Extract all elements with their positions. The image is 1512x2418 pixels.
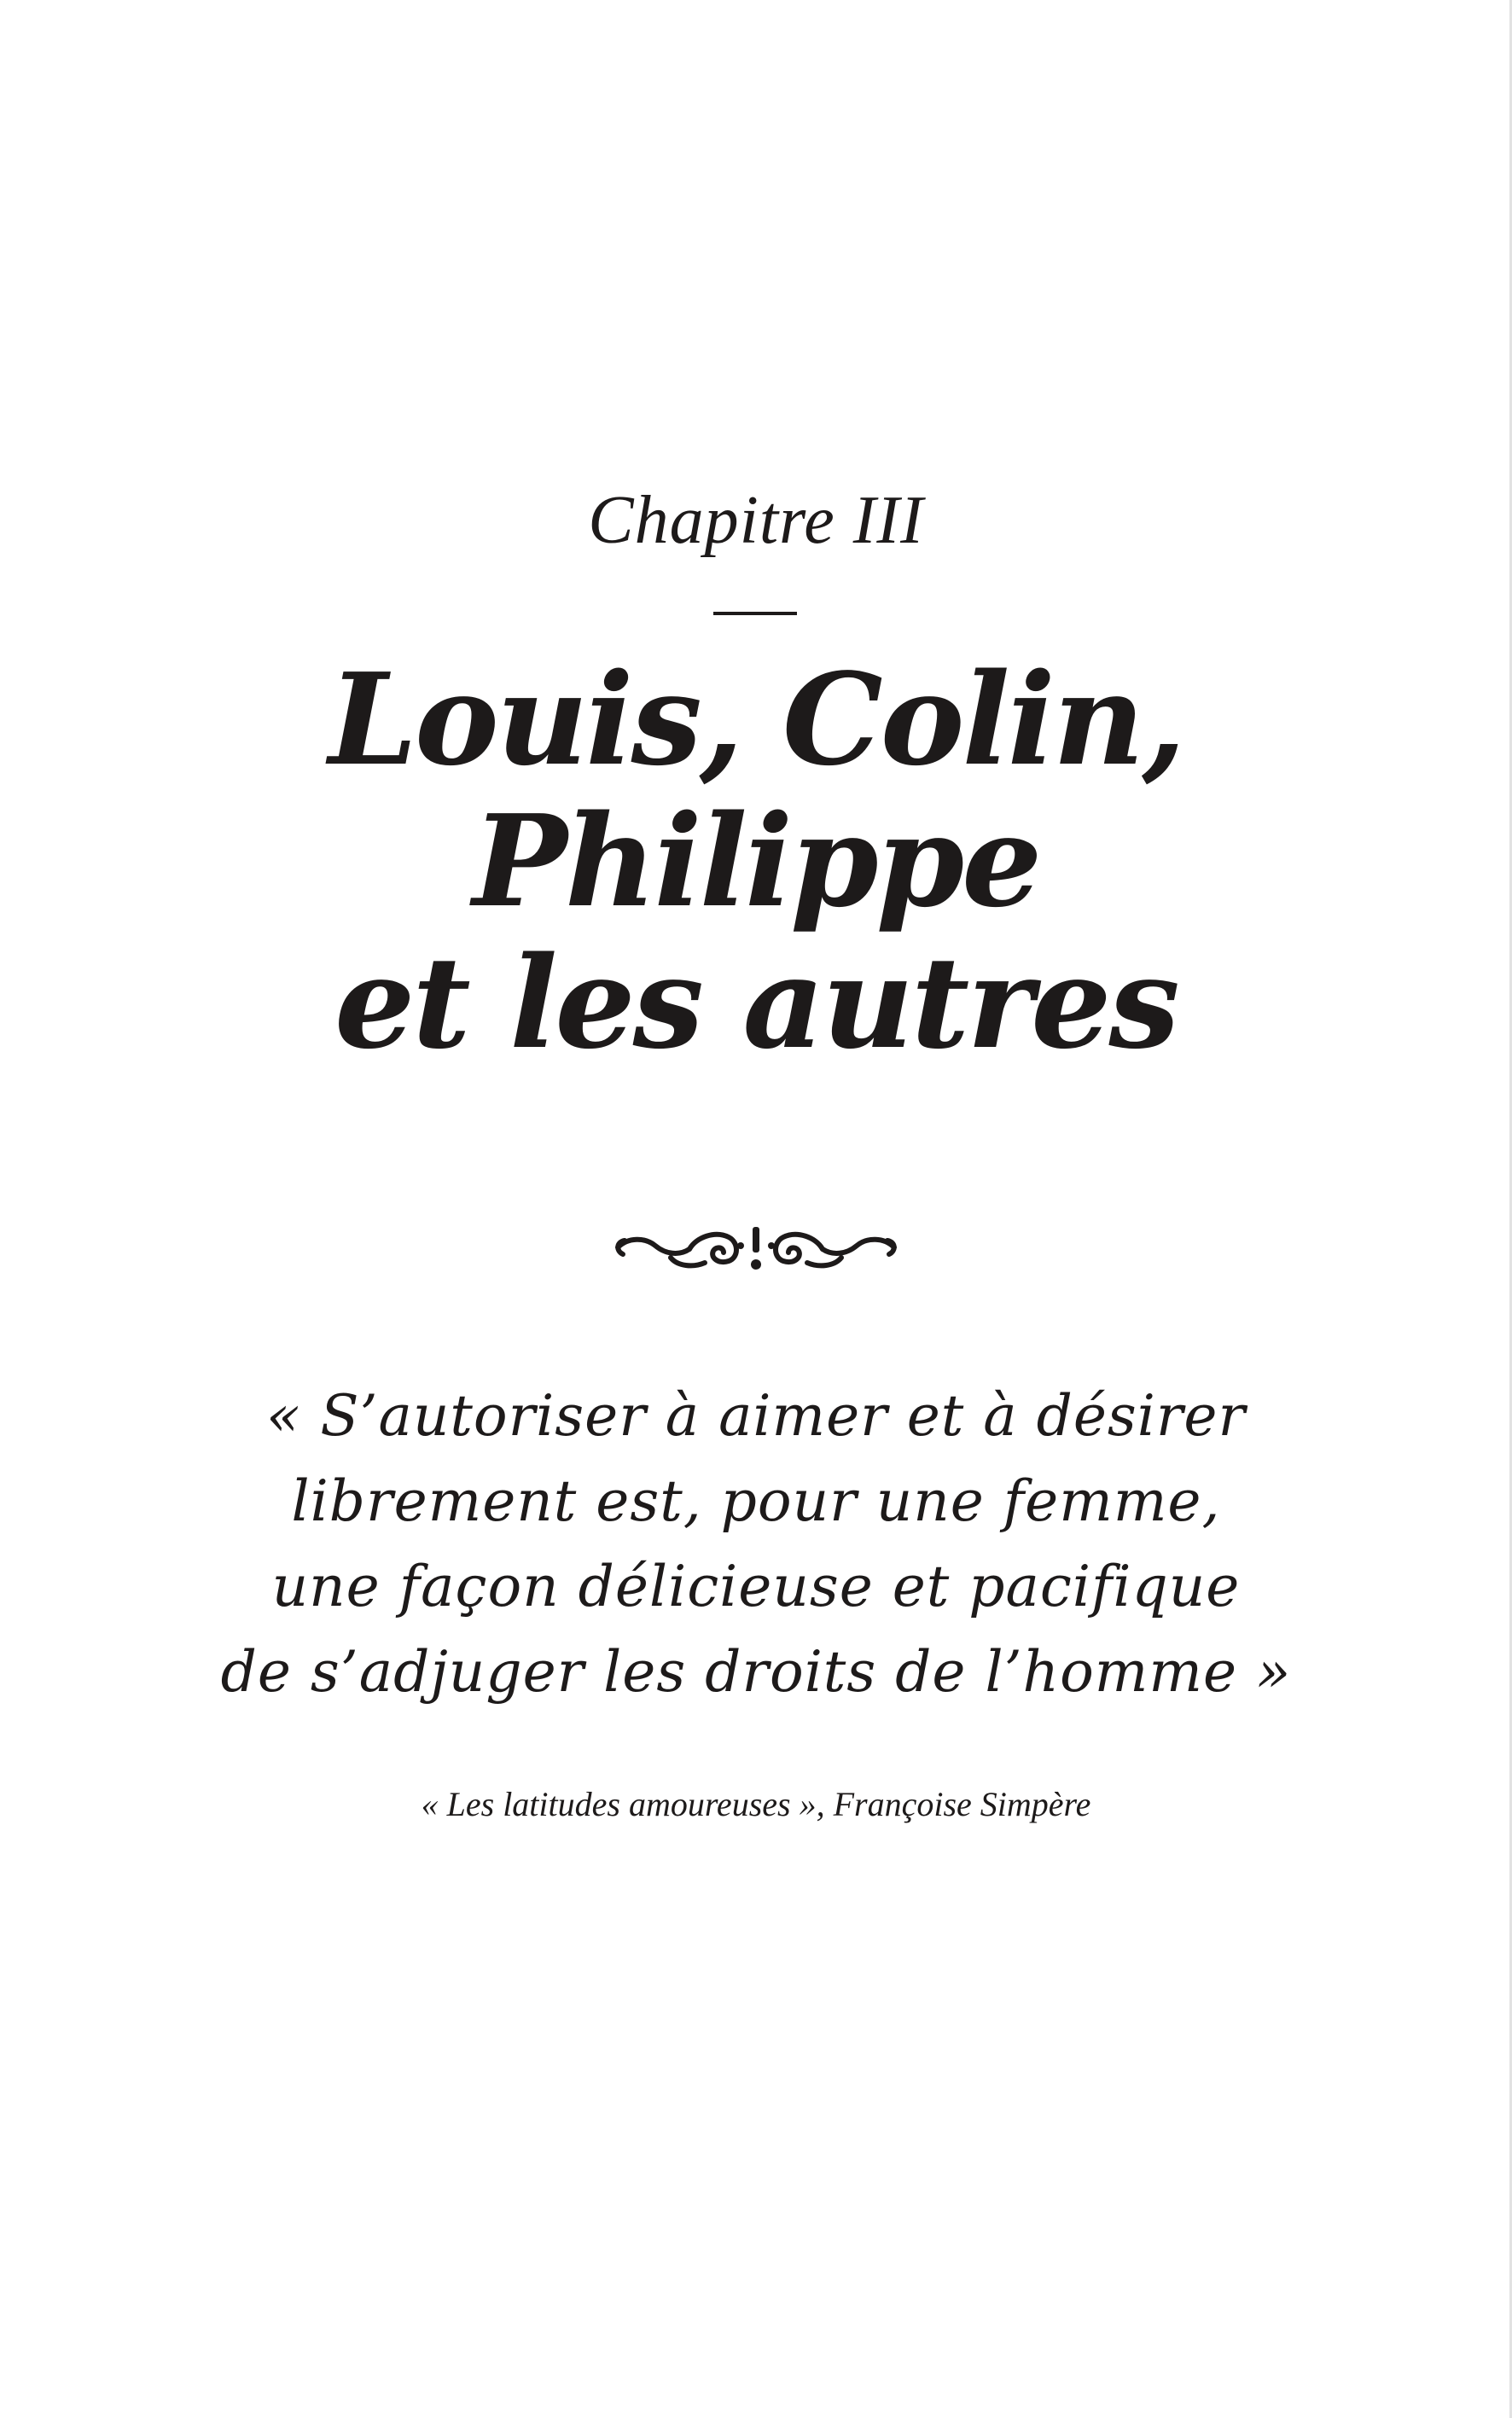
quote-line: de s’adjuger les droits de l’homme » xyxy=(220,1639,1292,1705)
epigraph-quote xyxy=(0,1374,1512,1715)
quote-line: « S’autoriser à aimer et à désirer xyxy=(265,1383,1247,1449)
quote-line: une façon délicieuse et pacifique xyxy=(271,1554,1241,1619)
chapter-title-line: Philippe xyxy=(472,787,1040,935)
chapter-label: Chapitre III xyxy=(588,483,924,558)
chapter-title xyxy=(0,645,1512,1077)
flourish-ornament-icon xyxy=(611,1212,901,1280)
chapter-title-line: et les autres xyxy=(334,928,1178,1077)
title-divider xyxy=(713,612,797,615)
epigraph-attribution: « Les latitudes amoureuses », Françoise Simpère xyxy=(421,1785,1091,1823)
quote-line: librement est, pour une femme, xyxy=(291,1468,1221,1534)
chapter-title-line: Louis, Colin, xyxy=(328,645,1184,793)
